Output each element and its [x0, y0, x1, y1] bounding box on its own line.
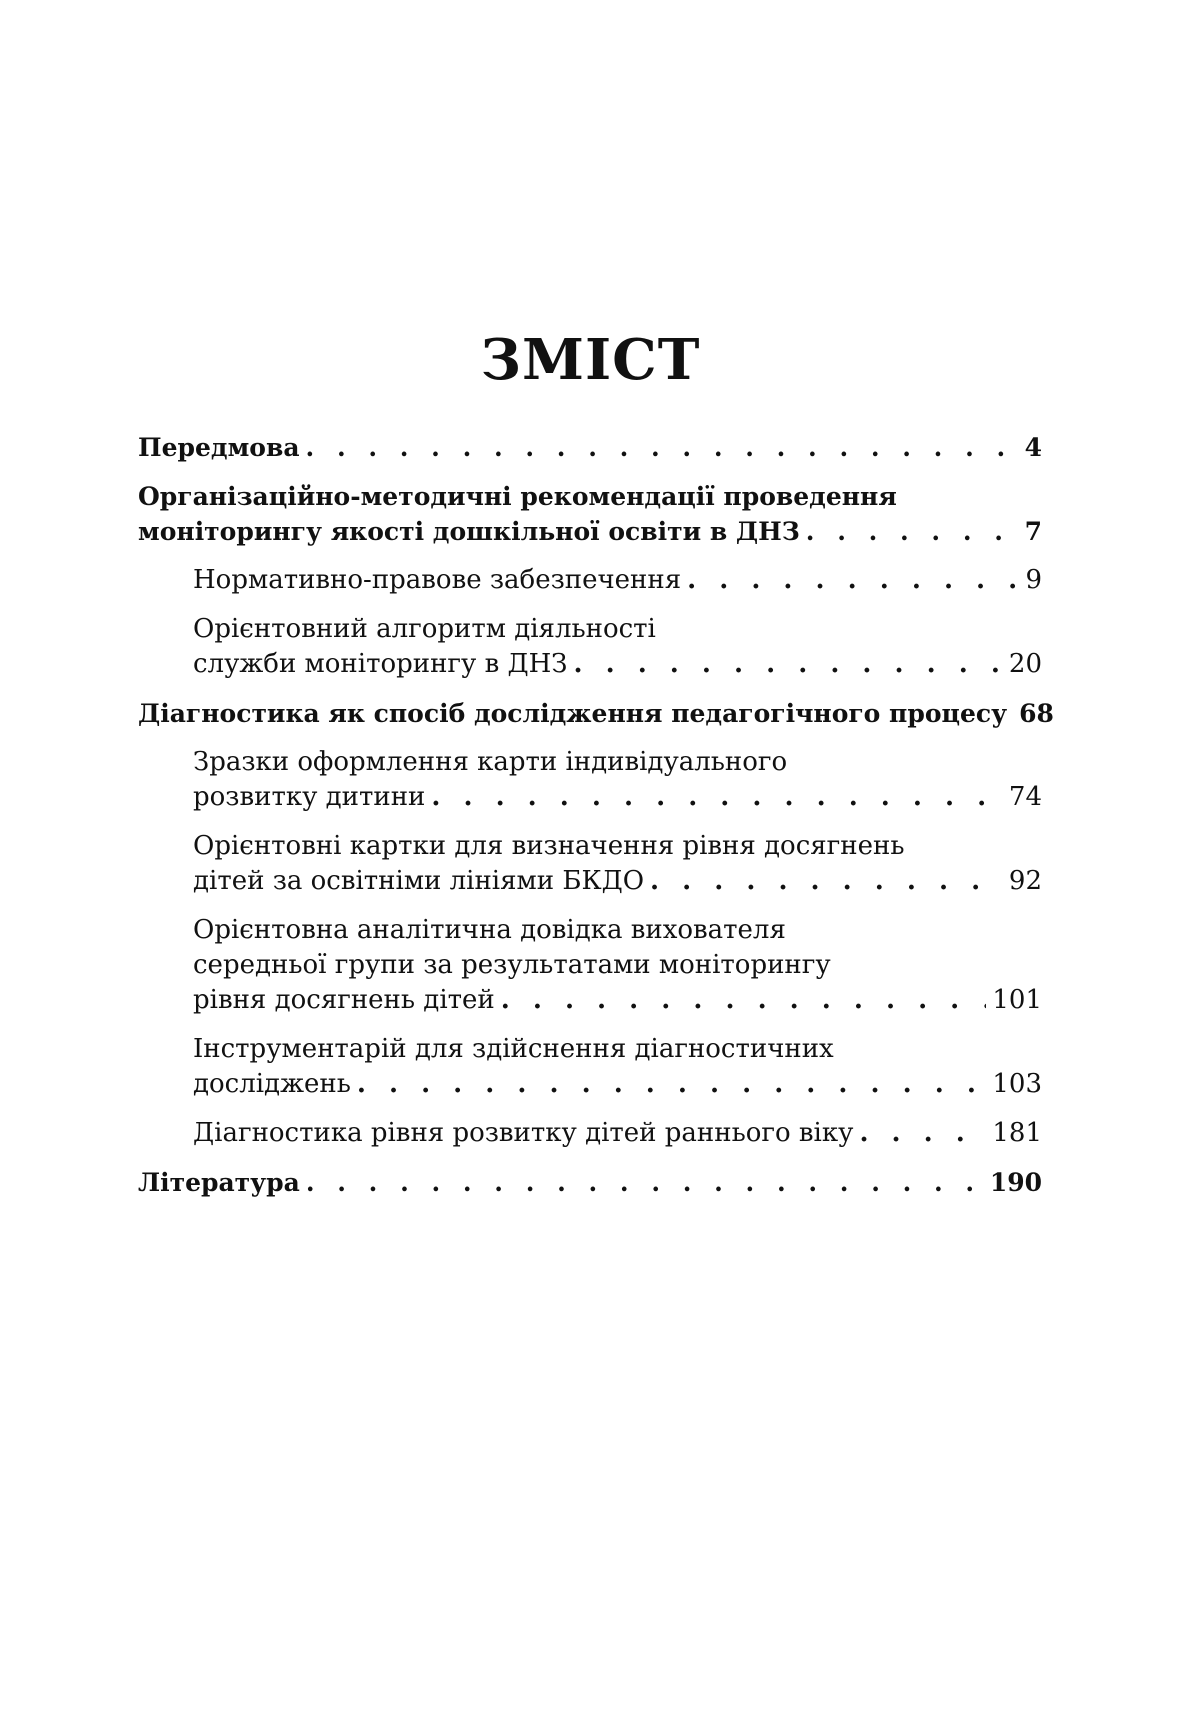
toc-entry-line: Орієнтовна аналітична довідка вихователя — [193, 915, 786, 945]
toc-entry-line: Орієнтовний алгоритм діяльності — [193, 614, 656, 644]
dot-leader — [687, 563, 1019, 598]
toc-page-number: 103 — [992, 1069, 1042, 1099]
toc-entry[interactable] — [138, 913, 1042, 1018]
toc-entry-title: розвитку дитини — [193, 782, 426, 812]
toc-entry-title: Нормативно-правове забезпечення — [193, 565, 682, 595]
toc-entry[interactable] — [138, 430, 1042, 465]
toc-entry-title: досліджень — [193, 1069, 351, 1099]
toc-entry[interactable] — [138, 563, 1042, 598]
dot-leader — [306, 1165, 984, 1200]
page-title: ЗМІСТ — [480, 327, 701, 393]
toc-entry-row — [138, 430, 1042, 465]
toc-entry[interactable] — [138, 612, 1042, 682]
dot-leader — [859, 1116, 986, 1151]
toc-entry-row — [193, 864, 1042, 899]
toc-entry-row — [138, 696, 1054, 731]
toc-entry-row — [193, 983, 1042, 1018]
dot-leader — [806, 514, 1019, 549]
toc-page-number: 190 — [989, 1168, 1042, 1197]
dot-leader — [501, 983, 987, 1018]
toc-entry-title: Діагностика як спосіб дослідження педагогічного процесу — [138, 699, 1008, 728]
toc-entry-row — [193, 1116, 1042, 1151]
toc-entry-row — [138, 514, 1042, 549]
toc-entry[interactable] — [138, 1032, 1042, 1102]
toc-entry[interactable] — [138, 696, 1054, 731]
toc-entry[interactable] — [138, 829, 1042, 899]
toc-page-number: 181 — [992, 1118, 1042, 1148]
toc-entry-title: рівня досягнень дітей — [193, 985, 495, 1015]
toc-entry[interactable] — [138, 1165, 1042, 1200]
dot-leader — [650, 864, 1003, 899]
toc-entry-row — [193, 780, 1042, 815]
toc-entry-row — [193, 563, 1042, 598]
toc-page-number: 101 — [992, 985, 1042, 1015]
toc-entry-line: Орієнтовні картки для визначення рівня досягнень — [193, 831, 905, 861]
toc-entry[interactable] — [138, 479, 1042, 549]
toc-entry[interactable] — [138, 1116, 1042, 1151]
table-of-contents — [138, 430, 1054, 1214]
toc-entry-title: служби моніторингу в ДНЗ — [193, 649, 568, 679]
dot-leader — [357, 1067, 987, 1102]
toc-entry-row — [138, 1165, 1042, 1200]
toc-entry-title: Література — [138, 1168, 300, 1197]
toc-page-number: 92 — [1008, 866, 1042, 896]
toc-entry[interactable] — [138, 745, 1042, 815]
dot-leader — [306, 430, 1019, 465]
toc-entry-title: Діагностика рівня розвитку дітей раннього віку — [193, 1118, 854, 1148]
toc-entry-row — [193, 1067, 1042, 1102]
toc-page-number: 9 — [1025, 565, 1042, 595]
toc-entry-line: середньої групи за результатами моніторингу — [193, 950, 831, 980]
toc-entry-line: Зразки оформлення карти індивідуального — [193, 747, 788, 777]
toc-page-number: 7 — [1024, 517, 1042, 546]
toc-entry-title: моніторингу якості дошкільної освіти в ДНЗ — [138, 517, 800, 546]
toc-entry-line: Інструментарій для здійснення діагностичних — [193, 1034, 834, 1064]
toc-page-number: 68 — [1019, 699, 1054, 728]
toc-page-number: 20 — [1008, 649, 1042, 679]
toc-page-number: 74 — [1008, 782, 1042, 812]
toc-entry-row — [193, 647, 1042, 682]
dot-leader — [574, 647, 1003, 682]
toc-entry-line: Організаційно-методичні рекомендації проведення — [138, 482, 897, 511]
toc-entry-title: дітей за освітніми лініями БКДО — [193, 866, 645, 896]
toc-entry-title: Передмова — [138, 433, 300, 462]
toc-page-number: 4 — [1024, 433, 1042, 462]
dot-leader — [431, 780, 1003, 815]
